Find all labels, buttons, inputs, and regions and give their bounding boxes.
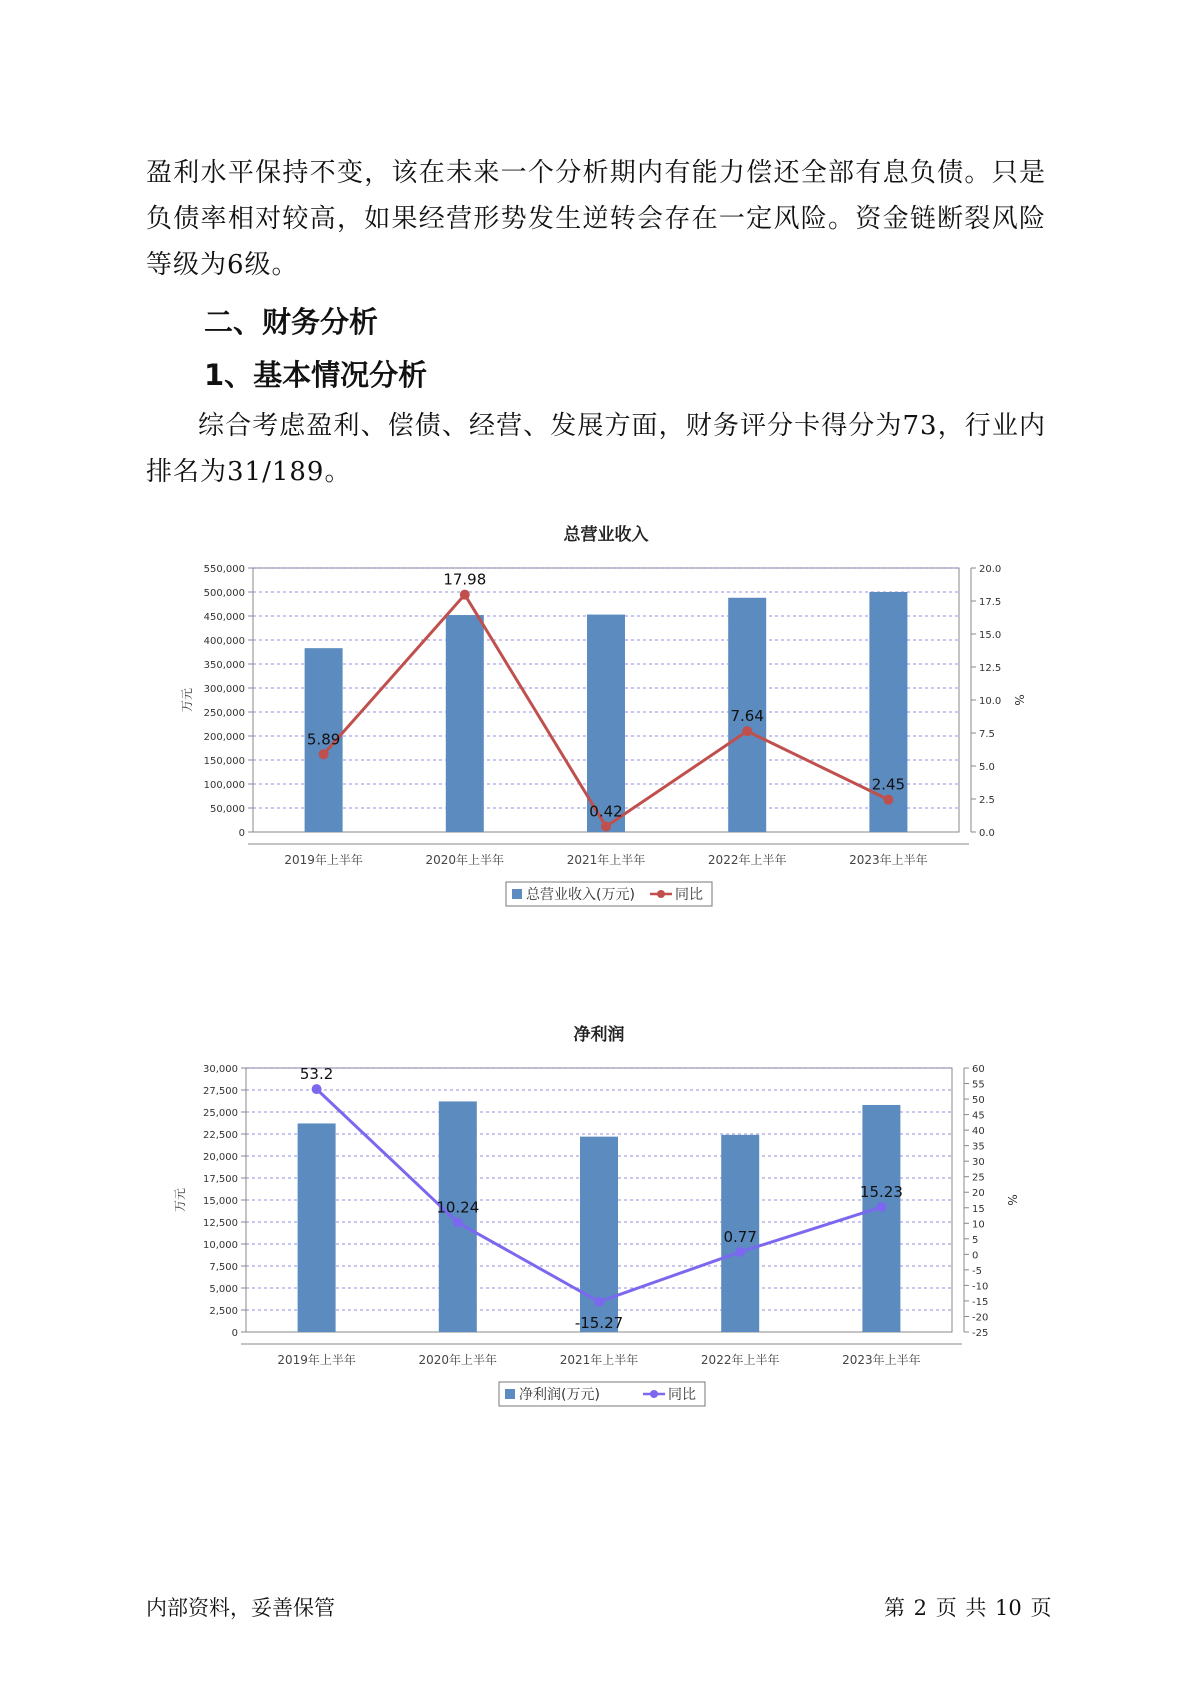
y2-tick-label: 60: [972, 1064, 985, 1075]
y-tick-label: 500,000: [203, 588, 245, 599]
y2-tick-label: 17.5: [979, 597, 1002, 608]
legend-line-marker: [650, 1390, 658, 1398]
y2-tick-label: 40: [972, 1126, 985, 1138]
net-profit-chart: [0, 1020, 1191, 1470]
chart-title: 总营业收入: [563, 525, 649, 545]
line-point: [601, 821, 611, 831]
intro-paragraph: 盈利水平保持不变，该在未来一个分析期内有能力偿还全部有息负债。只是负债率相对较高，如果经营形势发生逆转会存在一定风险。资金链断裂风险等级为6级。: [146, 158, 1046, 280]
y2-tick-label: 20: [972, 1188, 985, 1200]
y2-tick-label: 30: [972, 1157, 985, 1169]
y-tick-label: 550,000: [203, 564, 245, 575]
y-tick-label: 5,000: [209, 1284, 238, 1295]
y2-tick-label: 5: [972, 1234, 979, 1246]
y-tick-label: 200,000: [203, 732, 245, 743]
y2-tick-label: 10.0: [979, 696, 1002, 707]
data-label: 53.2: [299, 1065, 334, 1084]
data-label: 2.45: [871, 775, 906, 794]
x-tick-label: 2021年上半年: [566, 853, 646, 867]
line-point: [312, 1084, 322, 1094]
y2-tick-label: 35: [972, 1141, 985, 1153]
y2-tick-label: 2.5: [979, 795, 995, 806]
y-tick-label: 150,000: [203, 756, 245, 767]
y-tick-label: 400,000: [203, 636, 245, 647]
data-label: 7.64: [730, 707, 764, 726]
line-point: [876, 1202, 886, 1212]
y2-tick-label: 5.0: [979, 762, 995, 773]
y-tick-label: 25,000: [203, 1108, 238, 1119]
y-tick-label: 17,500: [203, 1174, 238, 1185]
x-tick-label: 2023年上半年: [849, 853, 928, 867]
y2-tick-label: -25: [972, 1328, 989, 1339]
subsection-heading: 1、基本情况分析: [204, 358, 428, 392]
legend-line-marker: [657, 890, 665, 898]
legend-bar-label: 净利润(万元): [519, 1387, 600, 1403]
line-point: [594, 1297, 604, 1307]
y2-tick-label: 50: [972, 1095, 985, 1107]
y2-tick-label: 55: [972, 1079, 985, 1091]
legend-bar-swatch: [505, 1389, 515, 1399]
data-label: 10.24: [436, 1198, 480, 1217]
data-label: 15.23: [859, 1183, 903, 1202]
line-point: [319, 749, 329, 759]
y2-tick-label: -15: [972, 1296, 989, 1308]
y-tick-label: 450,000: [203, 612, 245, 623]
y2-tick-label: 15.0: [979, 630, 1002, 641]
y-tick-label: 350,000: [203, 660, 245, 671]
line-point: [460, 590, 470, 600]
x-tick-label: 2020年上半年: [425, 853, 505, 867]
y-tick-label: 0: [231, 1328, 238, 1339]
legend-bar-label: 总营业收入(万元): [526, 887, 635, 903]
legend-line-label: 同比: [675, 887, 703, 903]
y-axis-label: 万元: [173, 1187, 187, 1213]
bar: [446, 615, 484, 832]
y2-tick-label: 0: [972, 1250, 979, 1262]
y2-tick-label: 45: [972, 1110, 985, 1122]
y2-tick-label: 20.0: [979, 564, 1002, 575]
data-label: -15.27: [574, 1313, 624, 1332]
bar: [439, 1101, 477, 1332]
footer-page-number: 第 2 页 共 10 页: [884, 1596, 1052, 1620]
y2-tick-label: 12.5: [979, 663, 1002, 674]
line-point: [883, 795, 893, 805]
section-heading: 二、财务分析: [204, 305, 379, 339]
y-tick-label: 2,500: [209, 1306, 238, 1317]
x-tick-label: 2019年上半年: [284, 853, 363, 867]
y2-tick-label: 25: [972, 1172, 985, 1184]
y2-tick-label: 10: [972, 1219, 985, 1231]
y-tick-label: 15,000: [203, 1196, 238, 1207]
y2-tick-label: -20: [972, 1312, 989, 1324]
y-tick-label: 300,000: [203, 684, 245, 695]
line-point: [453, 1218, 463, 1228]
x-tick-label: 2022年上半年: [707, 853, 787, 867]
y-tick-label: 12,500: [203, 1218, 238, 1229]
revenue-chart: [0, 520, 1191, 970]
y-tick-label: 20,000: [203, 1152, 238, 1163]
legend-bar-swatch: [512, 889, 522, 899]
x-tick-label: 2023年上半年: [842, 1353, 921, 1367]
y2-tick-label: 0.0: [979, 828, 995, 839]
y-tick-label: 7,500: [209, 1262, 238, 1273]
x-tick-label: 2020年上半年: [418, 1353, 498, 1367]
y2-axis-label: %: [1012, 694, 1026, 706]
y2-axis-label: %: [1005, 1194, 1019, 1206]
y2-tick-label: -10: [972, 1281, 989, 1293]
legend-line-label: 同比: [668, 1387, 696, 1403]
bar: [298, 1123, 336, 1332]
line-point: [742, 726, 752, 736]
footer-confidential: 内部资料，妥善保管: [146, 1596, 335, 1620]
bar: [862, 1105, 900, 1332]
chart-title: 净利润: [573, 1025, 625, 1045]
y-tick-label: 100,000: [203, 780, 245, 791]
x-tick-label: 2022年上半年: [700, 1353, 780, 1367]
data-label: 5.89: [306, 730, 341, 749]
bar: [587, 615, 625, 832]
x-tick-label: 2021年上半年: [559, 1353, 639, 1367]
y-tick-label: 0: [238, 828, 245, 839]
x-tick-label: 2019年上半年: [277, 1353, 356, 1367]
y-tick-label: 250,000: [203, 708, 245, 719]
y-tick-label: 30,000: [203, 1064, 238, 1075]
y-axis-label: 万元: [180, 687, 194, 713]
data-label: 17.98: [443, 570, 487, 589]
y-tick-label: 10,000: [203, 1240, 238, 1251]
y2-tick-label: 15: [972, 1203, 985, 1215]
data-label: 0.77: [723, 1227, 757, 1246]
score-paragraph: 综合考虑盈利、偿债、经营、发展方面，财务评分卡得分为73，行业内排名为31/189。: [146, 411, 1046, 487]
data-label: 0.42: [589, 802, 623, 821]
y2-tick-label: -5: [972, 1265, 982, 1277]
y-tick-label: 22,500: [203, 1130, 238, 1141]
y-tick-label: 50,000: [210, 804, 245, 815]
y2-tick-label: 7.5: [979, 729, 995, 740]
y-tick-label: 27,500: [203, 1086, 238, 1097]
line-point: [735, 1247, 745, 1257]
